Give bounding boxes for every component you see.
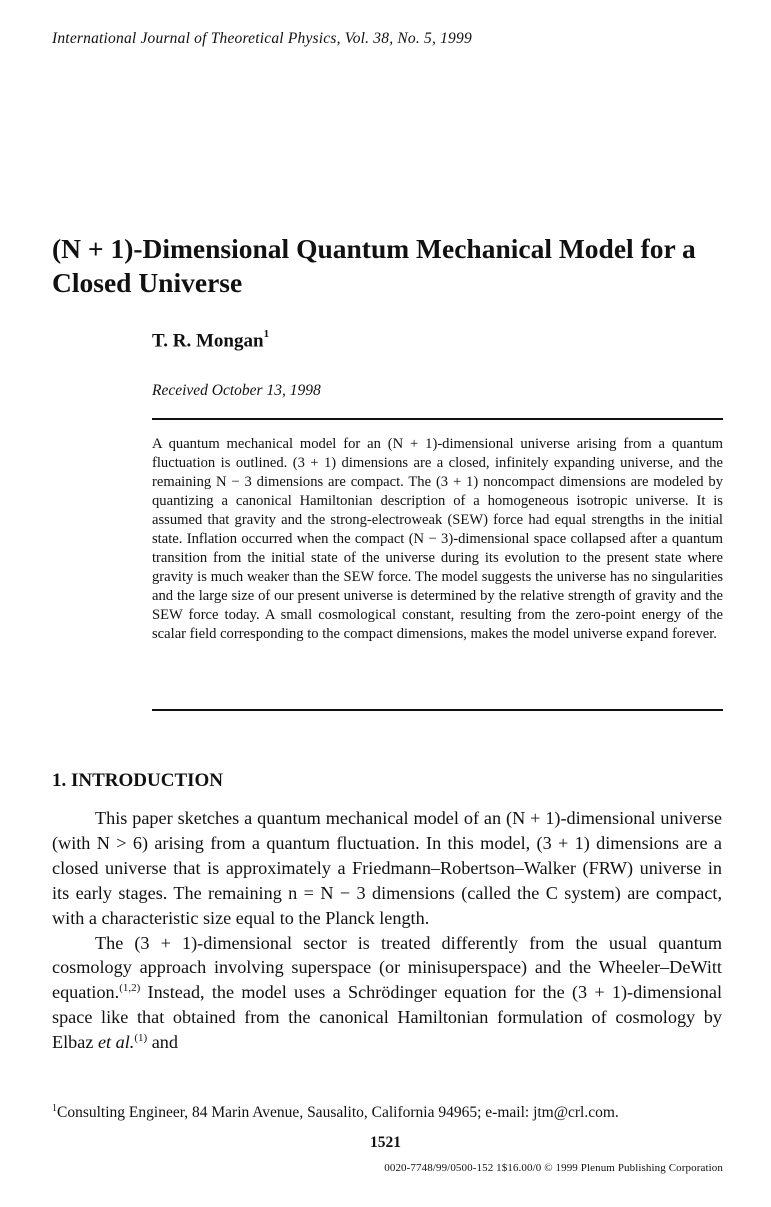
page-number: 1521 — [370, 1134, 401, 1151]
author-name: T. R. Mongan — [152, 330, 264, 352]
abstract: A quantum mechanical model for an (N + 1)-dimensional universe arising from a quantum fluctuation is outlined. (3 + 1) dimensions are a closed, infinitely expanding universe, and the remaining N − 3 dimensions are compact. The (3 + 1) noncompact dimensions are modeled by quantizing a canonical Hamiltonian description of a homogeneous isotropic universe. It is assumed that gravity and the strong-electroweak (SEW) force had equal strengths in the initial state. Inflation occurred when the compact (N − 3)-dimensional space collapsed after a quantum transition from the initial state of the universe during its evolution to the present state where gravity is much weaker than the SEW force. The model suggests the universe has no singularities and the large size of our present universe is determined by the relative strength of gravity and the SEW force today. A small cosmological constant, resulting from the zero-point energy of the scalar field corresponding to the compact dimensions, makes the model universe expand forever. — [152, 436, 723, 642]
paragraph-text: Instead, the model uses a Schrödinger equation for the (3 + 1)-dimensional space like that obtained from the canonical Hamiltonian formulation of cosmology by Elbaz — [52, 982, 722, 1053]
citation: (1) — [134, 1032, 148, 1045]
paragraph-text: The (3 + 1)-dimensional sector is treated differently from the usual quantum cosmology approach involving superspace (or minisuperspace) and the Wheeler–DeWitt equation. — [52, 932, 722, 1003]
copyright-line: 0020-7748/99/0500-152 1$16.00/0 © 1999 Plenum Publishing Corporation — [384, 1162, 723, 1174]
body-text — [52, 806, 722, 1055]
paragraph-text-italic: et al. — [97, 1032, 135, 1053]
footnote-mark: 1 — [52, 1103, 57, 1114]
author-footnote-mark: 1 — [263, 328, 270, 340]
received-date: Received October 13, 1998 — [152, 382, 321, 399]
citation: (1,2) — [119, 982, 141, 995]
paragraph: This paper sketches a quantum mechanical model of an (N + 1)-dimensional universe (with N > 6) arising from a quantum fluctuation. In this model, (3 + 1) dimensions are a closed universe that is approximately a Friedmann–Robertson–Walker (FRW) universe in its early stages. The remaining n = N − 3 dimensions (called the C system) are compact, with a characteristic size equal to the Planck length. — [52, 808, 722, 928]
paragraph — [52, 931, 722, 1056]
abstract-top-rule — [152, 418, 723, 420]
author — [152, 330, 269, 352]
paragraph-text: and — [147, 1032, 178, 1053]
footnote — [52, 1103, 619, 1122]
abstract-bottom-rule — [152, 709, 723, 711]
section-heading: 1. INTRODUCTION — [52, 770, 224, 791]
footnote-text: Consulting Engineer, 84 Marin Avenue, Sausalito, California 94965; e-mail: jtm@crl.com. — [57, 1104, 619, 1122]
journal-header: International Journal of Theoretical Physics, Vol. 38, No. 5, 1999 — [52, 30, 472, 47]
paper-title: (N + 1)-Dimensional Quantum Mechanical Model for a Closed Universe — [52, 233, 696, 298]
